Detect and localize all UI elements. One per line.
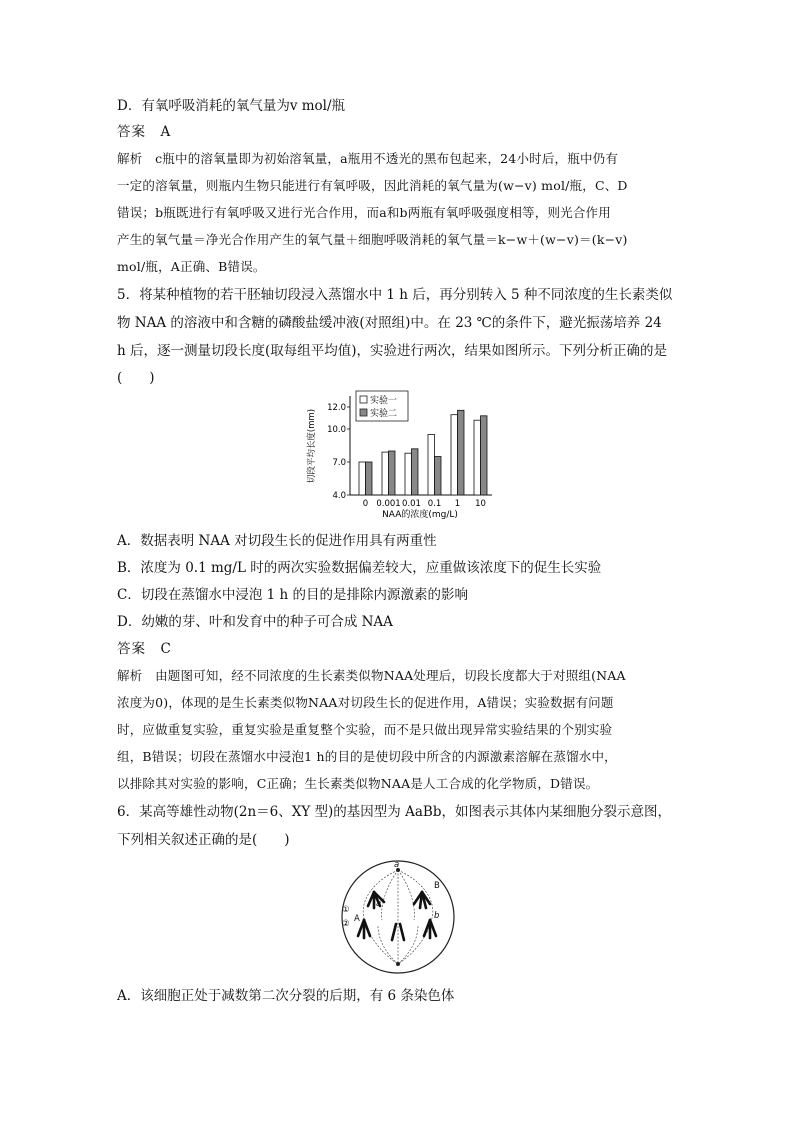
q6-option-a: A．该细胞正处于减数第二次分裂的后期，有 6 条染色体: [117, 988, 455, 1004]
y-tick-label: 7.0: [332, 458, 346, 468]
legend-swatch-series-2: [360, 409, 367, 416]
chart-legend: [356, 391, 408, 421]
x-tick-label: 1: [454, 499, 461, 509]
naa-bar-chart: [300, 388, 500, 520]
q5-stem-line: h 后，逐一测量切段长度(取每组平均值)，实验进行两次，结果如图所示。下列分析正确的是: [117, 343, 668, 359]
x-tick-label: 0: [362, 499, 369, 509]
q4-analysis-line: 错误；b瓶既进行有氧呼吸又进行光合作用，而a和b两瓶有氧呼吸强度相等，则光合作用: [117, 205, 611, 220]
q5-analysis-line: 时，应做重复实验，重复实验是重复整个实验，而不是只做出现异常实验结果的个别实验: [117, 722, 613, 737]
q4-analysis-line: 产生的氧气量＝净光合作用产生的氧气量＋细胞呼吸消耗的氧气量＝k−w＋(w−v)＝(k−v): [117, 232, 628, 247]
bar-2-1: [458, 410, 465, 495]
chart-y-axis-label: 切段平均长度(mm): [307, 408, 317, 484]
q6-stem-line: 下列相关叙述正确的是( ): [117, 832, 290, 848]
q5-analysis-line: 解析 由题图可知，经不同浓度的生长素类似物NAA处理后，切段长度都大于对照组(NAA: [117, 668, 626, 683]
q5-option-c: C．切段在蒸馏水中浸泡 1 h 的目的是排除内源激素的影响: [117, 587, 468, 603]
label-top-a: a: [394, 860, 400, 870]
label-gene-b: b: [434, 911, 440, 921]
bar-1-0.001: [382, 452, 389, 495]
x-tick-label: 0.001: [376, 499, 401, 509]
label-circle-2: ②: [342, 919, 350, 929]
label-circle-1: ①: [342, 905, 350, 915]
x-tick-label: 10: [475, 499, 486, 509]
bar-2-0: [366, 462, 373, 495]
label-gene-a-small: a: [376, 899, 382, 909]
q6-stem-line: 6．某高等雄性动物(2n＝6、XY 型)的基因型为 AaBb，如图表示其体内某细胞分裂示意图，: [117, 804, 671, 820]
spindle-fibers: [363, 870, 433, 964]
q5-stem-line: 5．将某种植物的若干胚轴切段浸入蒸馏水中 1 h 后，再分别转入 5 种不同浓度的生长素类似: [117, 287, 673, 303]
centrosome-bottom: [396, 962, 400, 966]
x-tick-label: 0.1: [427, 499, 442, 509]
q5-option-b: B．浓度为 0.1 mg/L 时的两次实验数据偏差较大，应重做该浓度下的促生长实验: [117, 560, 602, 576]
cell-division-diagram: [330, 858, 466, 976]
bar-2-0.001: [389, 451, 396, 495]
q5-option-d: D．幼嫩的芽、叶和发育中的种子可合成 NAA: [117, 614, 393, 630]
q5-stem-line: 物 NAA 的溶液中和含糖的磷酸盐缓冲液(对照组)中。在 23 ℃的条件下，避光振荡培养 24: [117, 315, 662, 331]
bar-2-0.01: [412, 449, 419, 495]
legend-label-series-1: 实验一: [370, 396, 398, 406]
q4-analysis-line: 解析 c瓶中的溶氧量即为初始溶氧量，a瓶用不透光的黑布包起来，24小时后，瓶中仍有: [117, 151, 619, 166]
y-tick-label: 10.0: [327, 425, 346, 435]
q5-option-a: A．数据表明 NAA 对切段生长的促进作用具有两重性: [117, 533, 437, 549]
legend-label-series-2: 实验二: [370, 409, 398, 419]
legend-swatch-series-1: [360, 396, 367, 403]
bar-1-0.1: [428, 435, 435, 496]
chart-x-axis-label: NAA的浓度(mg/L): [382, 510, 458, 520]
bar-2-10: [481, 416, 488, 495]
y-tick-label: 4.0: [332, 491, 346, 501]
q5-analysis-line: 浓度为0)，体现的是生长素类似物NAA对切段生长的促进作用，A错误；实验数据有问题: [117, 695, 614, 710]
q4-analysis-line: 一定的溶氧量，则瓶内生物只能进行有氧呼吸，因此消耗的氧气量为(w−v) mol/瓶，C、D: [117, 178, 628, 193]
bar-1-0.01: [405, 453, 412, 495]
y-tick-label: 12.0: [327, 403, 346, 413]
q4-answer: 答案 A: [117, 124, 172, 140]
q5-analysis-line: 以排除其对实验的影响，C正确；生长素类似物NAA是人工合成的化学物质，D错误。: [117, 776, 599, 791]
q4-option-d: D．有氧呼吸消耗的氧气量为v mol/瓶: [117, 98, 346, 114]
bar-1-10: [474, 420, 481, 495]
q5-answer: 答案 C: [117, 641, 172, 657]
label-gene-B: B: [434, 881, 440, 891]
chart-bars: [359, 410, 487, 495]
bar-1-1: [451, 415, 458, 495]
q4-analysis-line: mol/瓶，A正确、B错误。: [117, 259, 266, 274]
label-gene-A: A: [354, 914, 360, 924]
bar-1-0: [359, 462, 366, 495]
bar-2-0.1: [435, 457, 442, 496]
chromosome-group-right-lower: [424, 920, 436, 938]
x-tick-label: 0.01: [402, 499, 421, 509]
q5-stem-line: ( ): [117, 370, 155, 386]
q5-analysis-line: 组，B错误；切段在蒸馏水中浸泡1 h的目的是使切段中所含的内源激素溶解在蒸馏水中，: [117, 749, 617, 764]
